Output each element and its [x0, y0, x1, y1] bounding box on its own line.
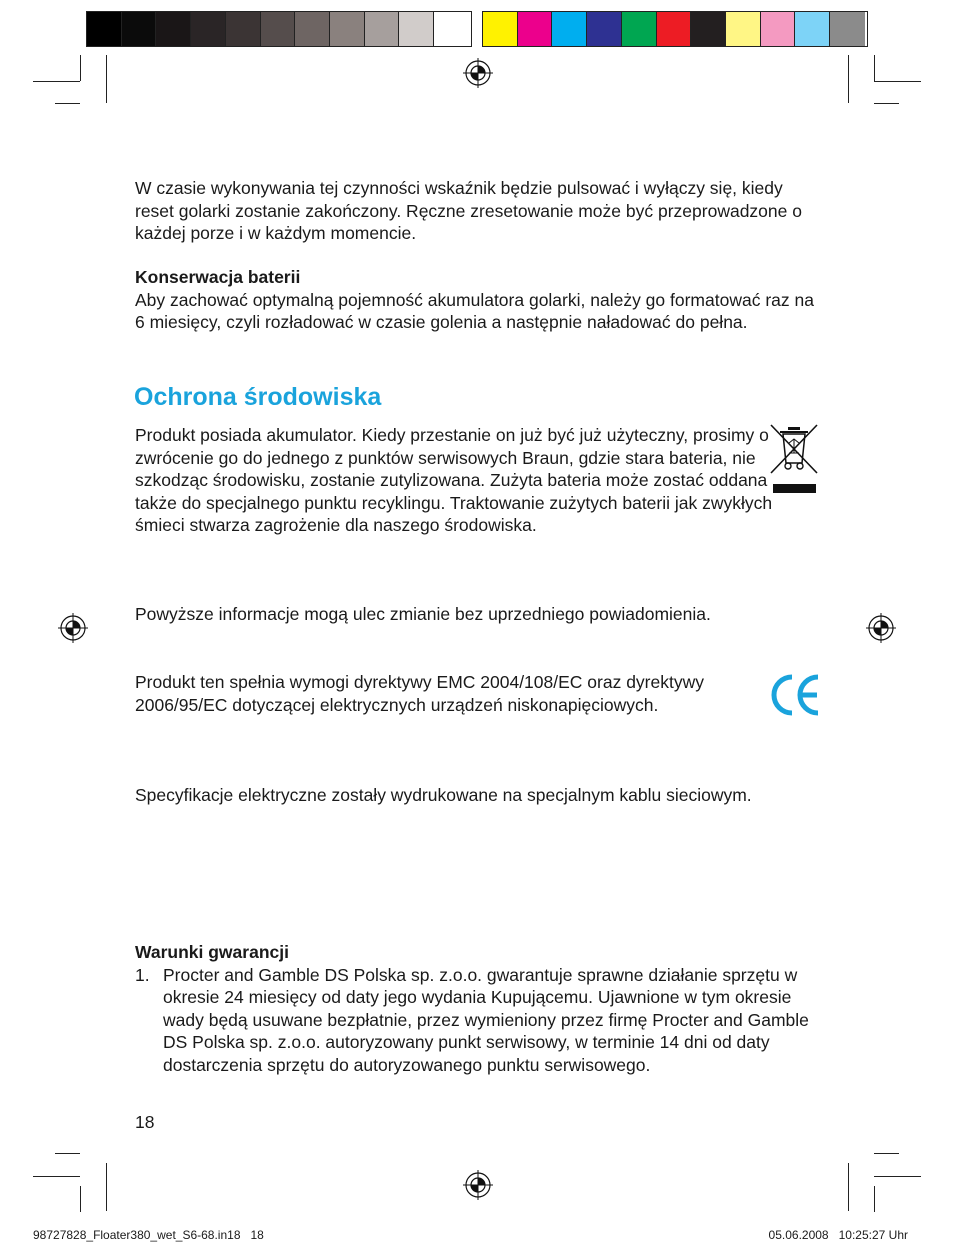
color-swatch [483, 12, 518, 46]
process-color-bar [482, 11, 868, 47]
color-swatch [330, 12, 365, 46]
crop-mark [33, 81, 80, 82]
color-swatch [795, 12, 830, 46]
color-swatch [156, 12, 191, 46]
color-swatch [518, 12, 553, 46]
crossed-out-wheelie-bin-icon [768, 423, 820, 495]
spec-text: Specyfikacje elektryczne zostały wydrukowane na specjalnym kablu sieciowym. [135, 785, 752, 805]
crop-mark [874, 1153, 899, 1154]
color-swatch [761, 12, 796, 46]
color-swatch [191, 12, 226, 46]
registration-target-icon [866, 613, 896, 643]
ce-mark-icon [766, 671, 824, 719]
crop-mark [55, 103, 80, 104]
footer-file-info: 98727828_Floater380_wet_S6-68.in18 18 [33, 1228, 264, 1242]
notice-text: Powyższe informacje mogą ulec zmianie bez uprzedniego powiadomienia. [135, 604, 711, 624]
crop-mark [874, 81, 921, 82]
battery-text: Aby zachować optymalną pojemność akumulatora golarki, należy go formatować raz na 6 miesięcy, czyli rozładować w czasie golenia a następnie naładować do pełna. [135, 289, 814, 332]
list-item [135, 964, 825, 1077]
crop-mark [848, 55, 849, 103]
crop-mark [55, 1153, 80, 1154]
crop-mark [80, 55, 81, 81]
battery-heading: Konserwacja baterii [135, 267, 301, 287]
color-swatch [552, 12, 587, 46]
color-swatch [122, 12, 157, 46]
color-swatch [622, 12, 657, 46]
crop-mark [106, 1163, 107, 1211]
color-swatch [365, 12, 400, 46]
color-swatch [295, 12, 330, 46]
color-swatch [657, 12, 692, 46]
warranty-section [135, 941, 825, 1076]
directive-text: Produkt ten spełnia wymogi dyrektywy EMC 2004/108/EC oraz dyrektywy 2006/95/EC dotyczącej elektrycznych urządzeń niskonapięciowych. [135, 672, 704, 715]
color-swatch [726, 12, 761, 46]
color-swatch [226, 12, 261, 46]
crop-mark [874, 103, 899, 104]
crop-mark [874, 55, 875, 81]
page-number: 18 [135, 1112, 155, 1132]
crop-mark [106, 55, 107, 103]
color-swatch [399, 12, 434, 46]
reset-paragraph: W czasie wykonywania tej czynności wskaźnik będzie pulsować i wyłączy się, kiedy reset golarki zostanie zakończony. Ręczne zresetowanie może być przeprowadzone o każdej porze i w każdym momencie. [135, 178, 802, 243]
color-swatch [261, 12, 296, 46]
battery-section [135, 266, 825, 334]
registration-target-icon [463, 1170, 493, 1200]
color-swatch [830, 12, 865, 46]
color-swatch [87, 12, 122, 46]
grayscale-color-bar [86, 11, 472, 47]
list-item-number: 1. [135, 964, 150, 985]
color-swatch [691, 12, 726, 46]
crop-mark [874, 1186, 875, 1212]
environment-text: Produkt posiada akumulator. Kiedy przestanie on już być już użyteczny, prosimy o zwrócenie go do jednego z punktów serwisowych Braun, gdzie stara bateria, nie szkodząc środowisku, zostanie zutylizowana. Zużyta bateria może zostać oddana także do specjalnego punktu recyklingu. Traktowanie zużytych baterii jak zwykłych śmieci stwarza zagrożenie dla naszego środowiska. [135, 425, 773, 535]
color-swatch [587, 12, 622, 46]
color-swatch [434, 12, 469, 46]
environment-heading: Ochrona środowiska [134, 383, 382, 411]
footer-timestamp: 05.06.2008 10:25:27 Uhr [768, 1228, 908, 1242]
warranty-heading: Warunki gwarancji [135, 942, 289, 962]
crop-mark [33, 1176, 80, 1177]
warranty-list [135, 964, 825, 1077]
crop-mark [848, 1163, 849, 1211]
registration-target-icon [463, 58, 493, 88]
crop-mark [874, 1176, 921, 1177]
registration-target-icon [58, 613, 88, 643]
crop-mark [80, 1186, 81, 1212]
list-item-text: Procter and Gamble DS Polska sp. z.o.o. gwarantuje sprawne działanie sprzętu w okresie 24 miesięcy od daty jego wydania Kupującemu. Ujawnione w tym okresie wady będą usuwane bezpłatnie, przez wymieniony przez firmę Procter and Gamble DS Polska sp. z.o.o. autoryzowany punkt serwisowy, w terminie 14 dni od daty dostarczenia sprzętu do autoryzowanego punktu serwisowego. [163, 964, 809, 1075]
